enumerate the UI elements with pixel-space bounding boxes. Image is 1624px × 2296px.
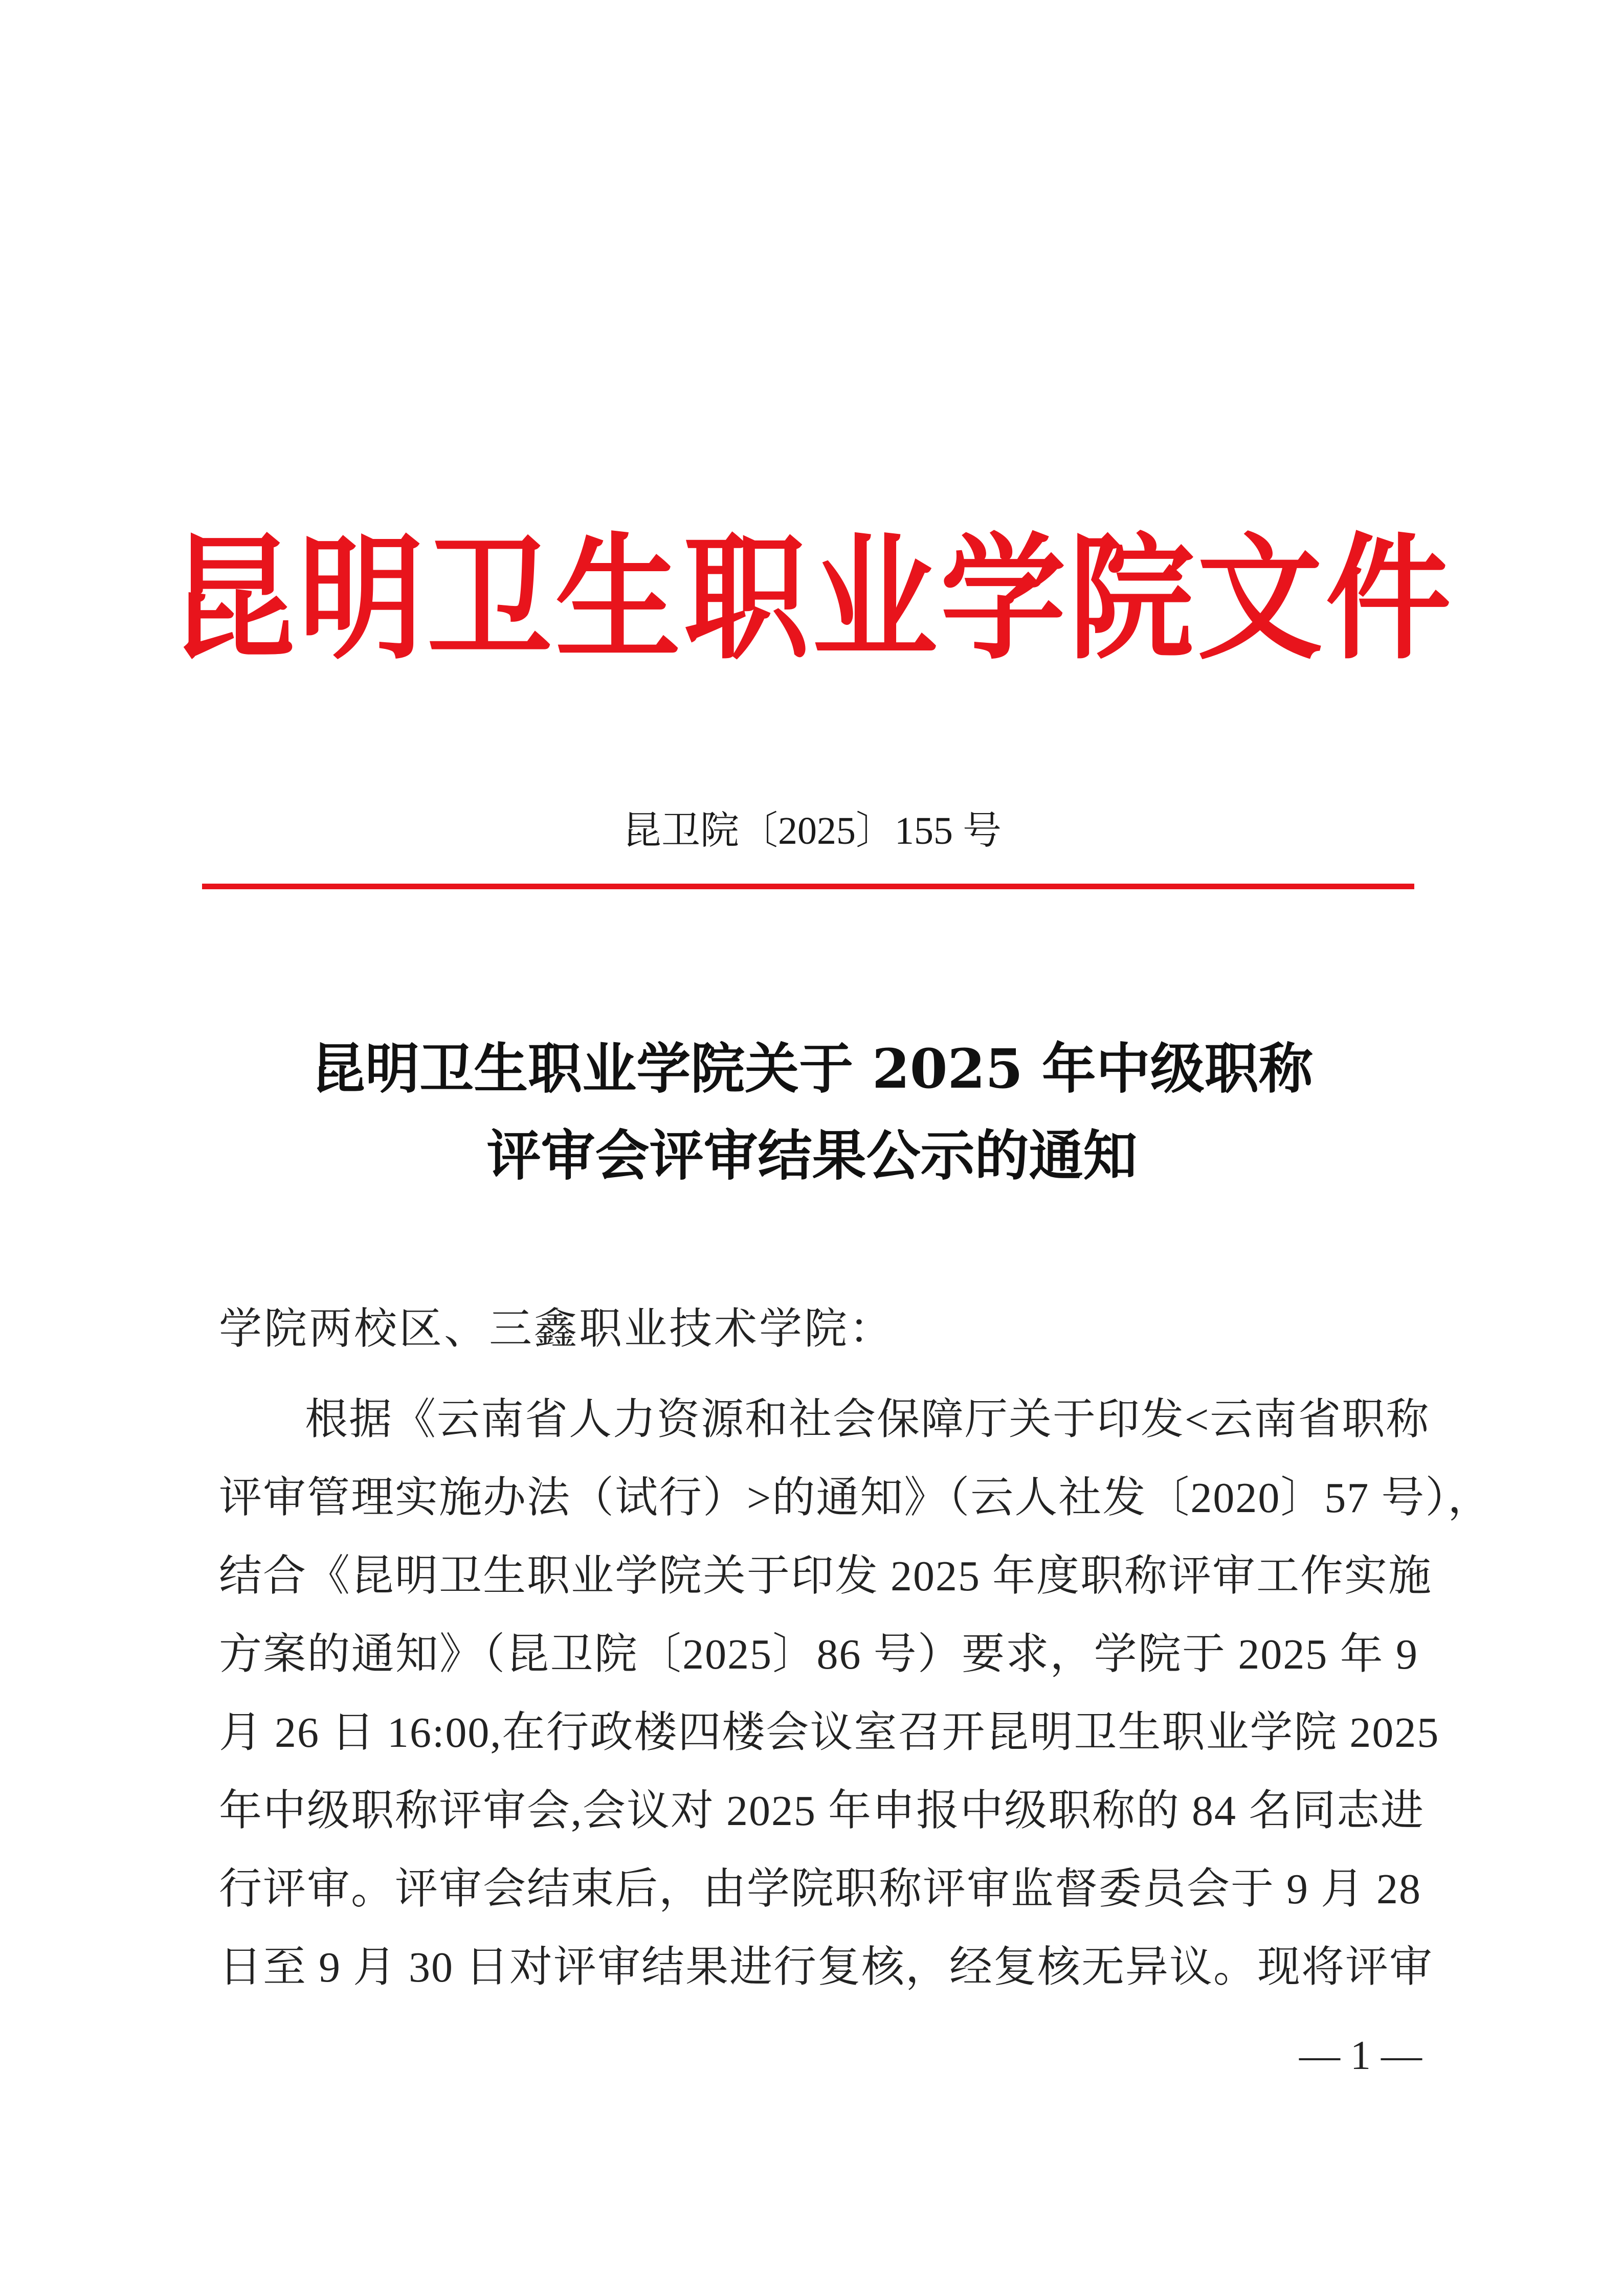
body-line-7: 行评审。评审会结束后，由学院职称评审监督委员会于 9 月 28 (219, 1865, 1422, 1913)
document-number: 昆卫院〔2025〕155 号 (622, 809, 1002, 852)
body-line-6: 年中级职称评审会,会议对 2025 年申报中级职称的 84 名同志进 (219, 1787, 1425, 1835)
document-title-line-2: 评审会评审结果公示的通知 (486, 1123, 1138, 1187)
document-title (0, 1025, 1624, 1199)
body-line-1: 根据《云南省人力资源和社会保障厅关于印发<云南省职称 (305, 1396, 1430, 1444)
body-line-3: 结合《昆明卫生职业学院关于印发 2025 年度职称评审工作实施 (219, 1552, 1433, 1600)
page-number: — 1 — (1299, 2033, 1422, 2078)
body-line-8: 日至 9 月 30 日对评审结果进行复核，经复核无异议。现将评审 (219, 1944, 1434, 1991)
body-line-5: 月 26 日 16:00,在行政楼四楼会议室召开昆明卫生职业学院 2025 (219, 1709, 1440, 1757)
body-line-2: 评审管理实施办法（试行）>的通知》（云人社发〔2020〕57 号）， (219, 1474, 1492, 1522)
salutation: 学院两校区、三鑫职业技术学院： (219, 1305, 895, 1353)
body-line-4: 方案的通知》（昆卫院〔2025〕86 号）要求，学院于 2025 年 9 (219, 1631, 1418, 1678)
body-paragraph (219, 1381, 1492, 2007)
organization-header-title: 昆明卫生职业学院文件 (170, 519, 1454, 678)
document-title-line-1: 昆明卫生职业学院关于 2025 年中级职称 (311, 1037, 1313, 1100)
red-separator-line (202, 884, 1414, 889)
